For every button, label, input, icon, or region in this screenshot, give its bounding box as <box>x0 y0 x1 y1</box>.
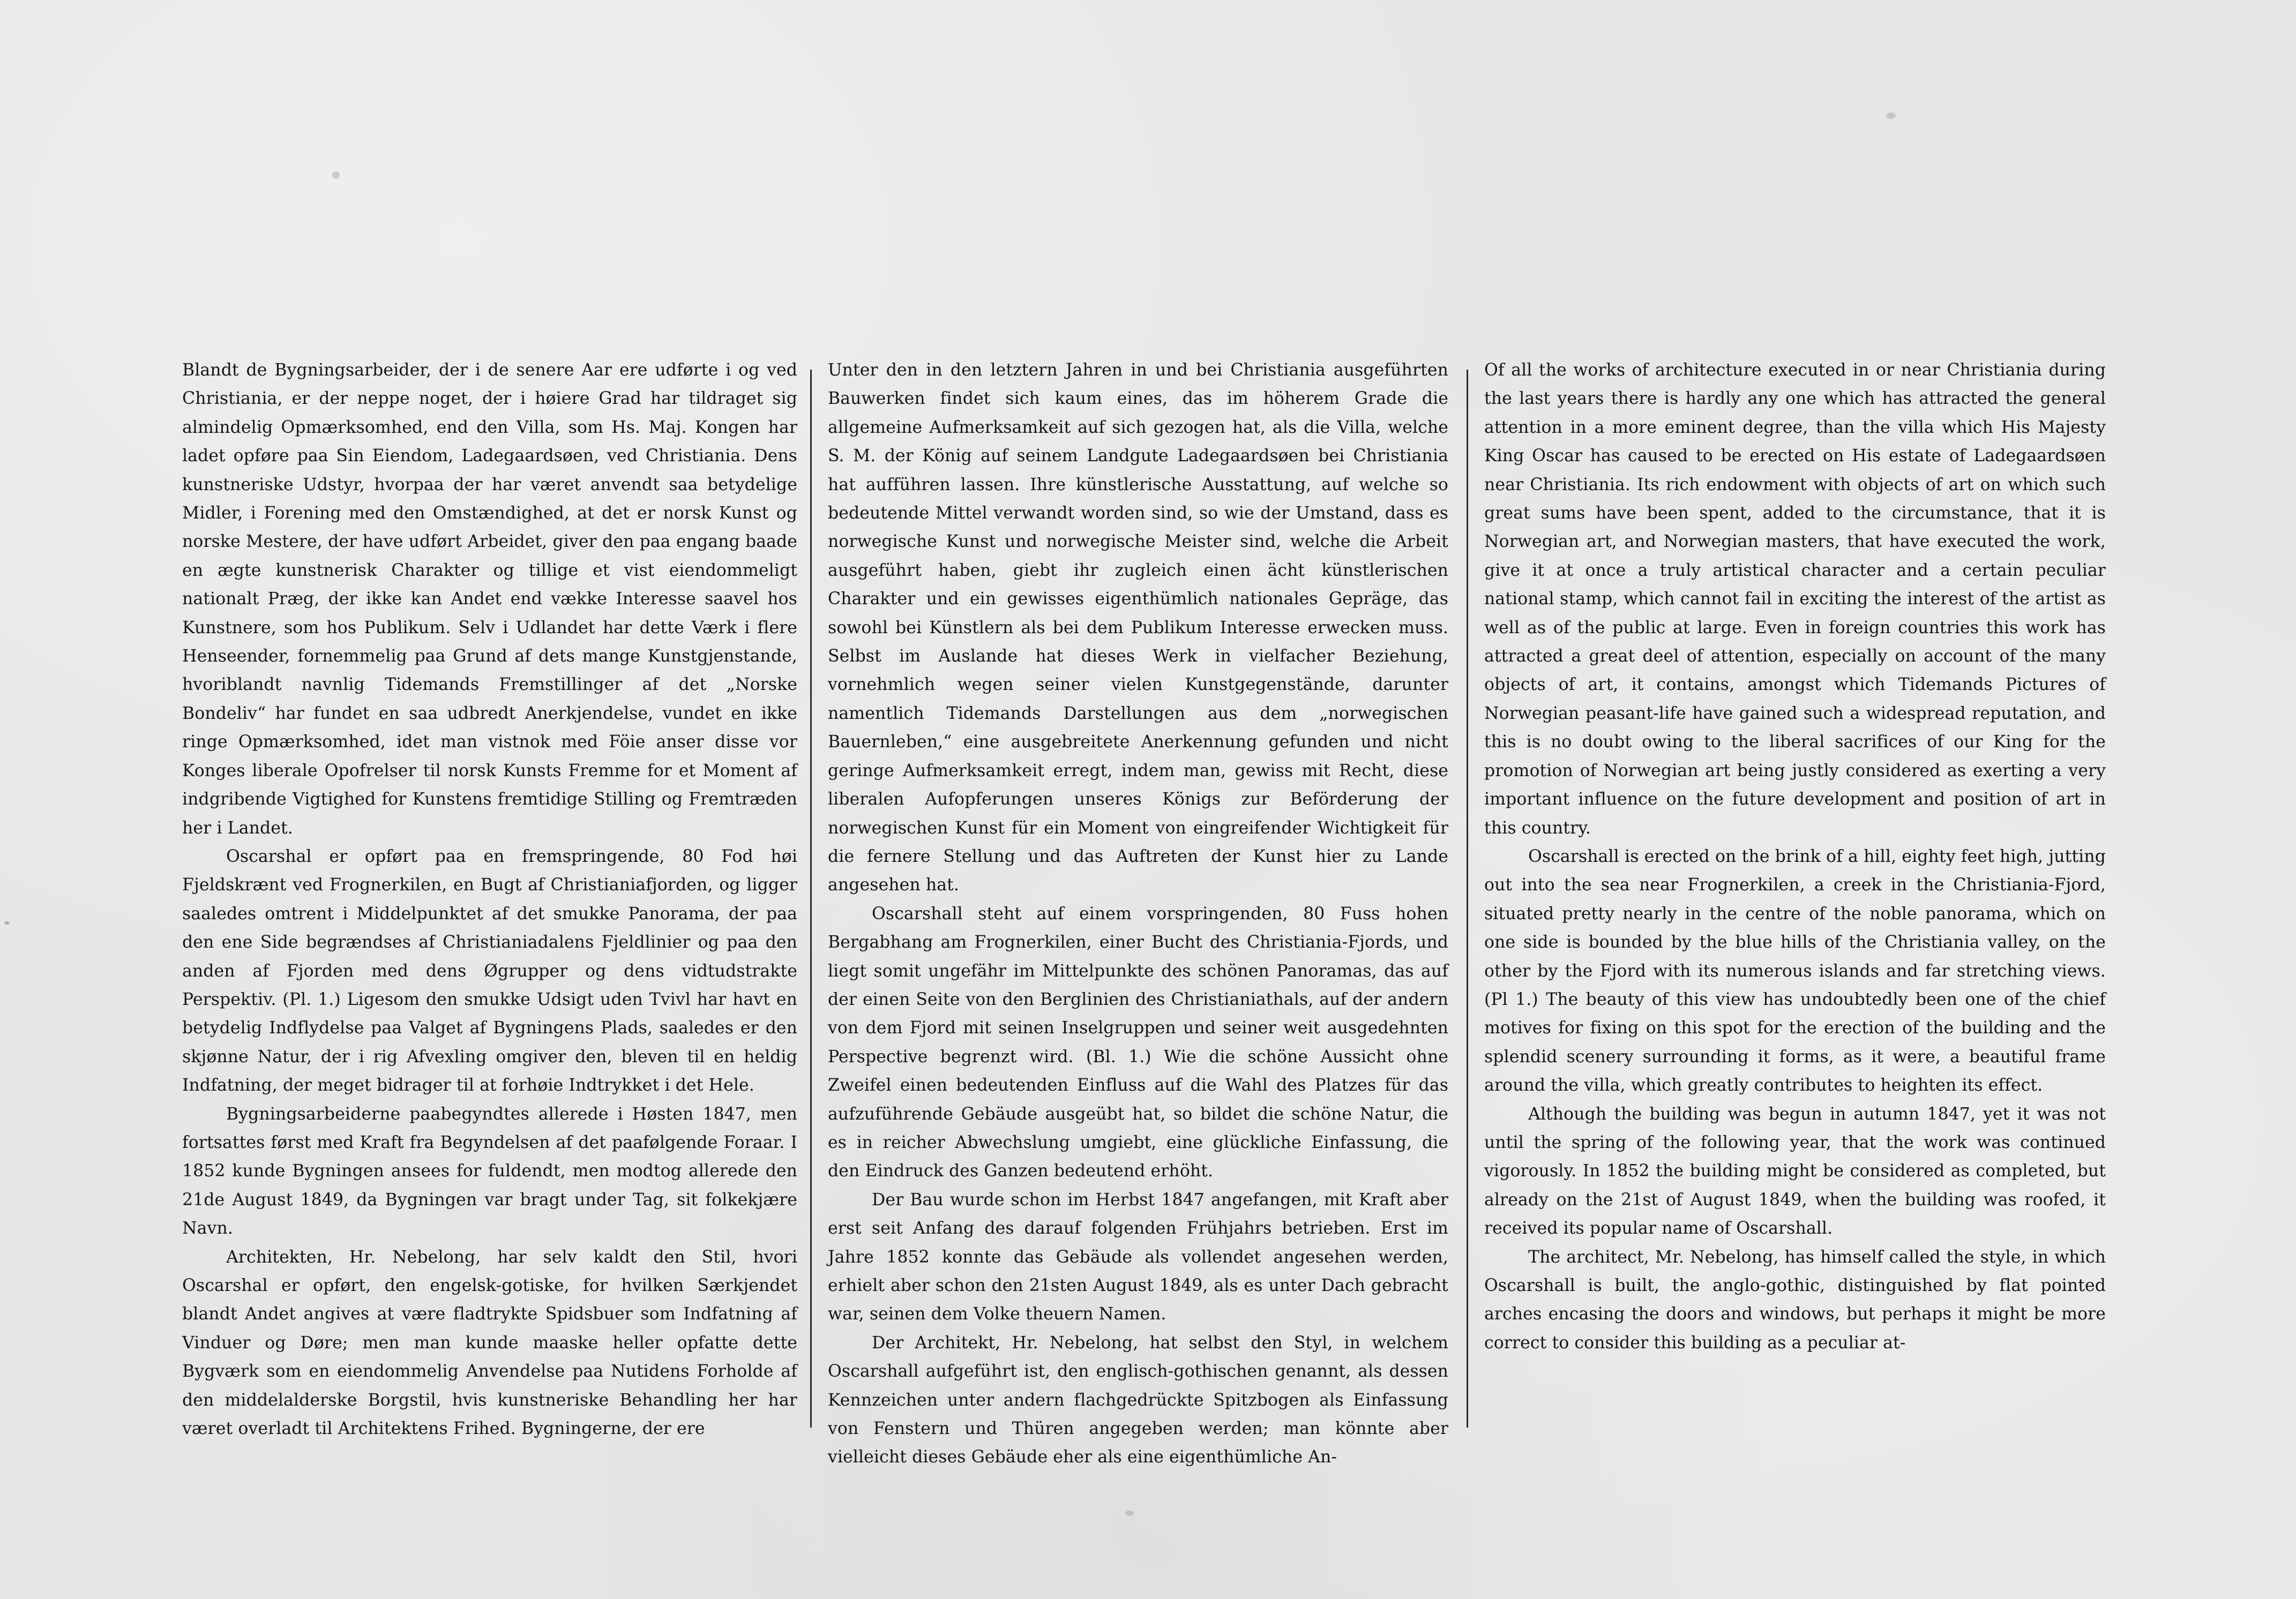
paper-speck <box>4 921 10 925</box>
paper-speck <box>332 171 340 179</box>
paragraph: The architect, Mr. Nebelong, has himself called the style, in which Oscarshall is built, the anglo-gothic, distinguished by flat pointed arches encasing the doors and windows, but perhaps it might be more correct to consider this building as a peculiar at- <box>1484 1247 2106 1353</box>
column-german <box>828 356 1448 1472</box>
paragraph: Blandt de Bygningsarbeider, der i de senere Aar ere udførte i og ved Christiania, er der neppe noget, der i høiere Grad har tildraget sig almindelig Opmærksomhed, end den Villa, som Hs. Maj. Kongen har ladet opføre paa Sin Eiendom, Ladegaardsøen, ved Christiania. Dens kunstneriske Udstyr, hvorpaa der har været anvendt saa betydelige Midler, i Forening med den Omstændighed, at det er norsk Kunst og norske Mestere, der have udført Arbeidet, giver den paa engang baade en ægte kunstnerisk Charakter og tillige et vist eiendommeligt nationalt Præg, der ikke kan Andet end vække Interesse saavel hos Kunstnere, som hos Publikum. Selv i Udlandet har dette Værk i flere Henseender, fornemmelig paa Grund af dets mange Kunstgjenstande, hvoriblandt navnlig Tidemands Fremstillinger af det „Norske Bondeliv“ har fundet en saa udbredt Anerkjendelse, vundet en ikke ringe Opmærksomhed, idet man vistnok med Föie anser disse vor Konges liberale Opofrelser til norsk Kunsts Fremme for et Moment af indgribende Vigtighed for Kunstens fremtidige Stilling og Fremtræden her i Landet. <box>182 361 797 838</box>
paragraph: Architekten, Hr. Nebelong, har selv kaldt den Stil, hvori Oscarshal er opført, den engelsk-gotiske, for hvilken Særkjendet blandt Andet angives at være fladtrykte Spidsbuer som Indfatning af Vinduer og Døre; men man kunde maaske heller opfatte dette Bygværk som en eiendommelig Anvendelse paa Nutidens Forholde af den middelalderske Borgstil, hvis kunstneriske Behandling her har været overladt til Architektens Frihed. Bygningerne, der ere <box>182 1247 797 1439</box>
paper-speck <box>1125 1511 1134 1516</box>
paragraph: Although the building was begun in autumn 1847, yet it was not until the spring of the following year, that the work was continued vigorously. In 1852 the building might be considered as completed, but already on the 21st of August 1849, when the building was roofed, it received its popular name of Oscarshall. <box>1484 1104 2106 1238</box>
paragraph: Der Architekt, Hr. Nebelong, hat selbst den Styl, in welchem Oscarshall aufgeführt ist, den englisch-gothischen genannt, als dessen Kennzeichen unter andern flachgedrückte Spitzbogen als Einfassung von Fenstern und Thüren angegeben werden; man könnte aber vielleicht dieses Gebäude eher als eine eigenthümliche An- <box>828 1333 1448 1467</box>
column-english <box>1484 356 2106 1357</box>
paragraph: Oscarshal er opført paa en fremspringende, 80 Fod høi Fjeldskrænt ved Frognerkilen, en Bugt af Christianiafjorden, og ligger saaledes omtrent i Middelpunktet af det smukke Panorama, der paa den ene Side begrændses af Christianiadalens Fjeldlinier og paa den anden af Fjorden med dens Øgrupper og dens vidtudstrakte Perspektiv. (Pl. 1.) Ligesom den smukke Udsigt uden Tvivl har havt en betydelig Indflydelse paa Valget af Bygningens Plads, saaledes er den skjønne Natur, der i rig Afvexling omgiver den, bleven til en heldig Indfatning, der meget bidrager til at forhøie Indtrykket i det Hele. <box>182 846 797 1095</box>
paragraph: Oscarshall steht auf einem vorspringenden, 80 Fuss hohen Bergabhang am Frognerkilen, einer Bucht des Christiania-Fjords, und liegt somit ungefähr im Mittelpunkte des schönen Panoramas, das auf der einen Seite von den Berglinien des Christianiathals, auf der andern von dem Fjord mit seinen Inselgruppen und seiner weit ausgedehnten Perspective begrenzt wird. (Bl. 1.) Wie die schöne Aussicht ohne Zweifel einen bedeutenden Einfluss auf die Wahl des Platzes für das aufzuführende Gebäude ausgeübt hat, so bildet die schöne Natur, die es in reicher Abwechslung umgiebt, eine glückliche Einfassung, die den Eindruck des Ganzen bedeutend erhöht. <box>828 904 1448 1181</box>
paragraph: Bygningsarbeiderne paabegyndtes allerede i Høsten 1847, men fortsattes først med Kraft fra Begyndelsen af det paafølgende Foraar. I 1852 kunde Bygningen ansees for fuldendt, men modtog allerede den 21de August 1849, da Bygningen var bragt under Tag, sit folkekjære Navn. <box>182 1104 797 1238</box>
paragraph: Der Bau wurde schon im Herbst 1847 angefangen, mit Kraft aber erst seit Anfang des darauf folgenden Frühjahrs betrieben. Erst im Jahre 1852 konnte das Gebäude als vollendet angesehen werden, erhielt aber schon den 21sten August 1849, als es unter Dach gebracht war, seinen dem Volke theuern Namen. <box>828 1190 1448 1324</box>
paragraph: Oscarshall is erected on the brink of a hill, eighty feet high, jutting out into the sea near Frognerkilen, a creek in the Christiania-Fjord, situated pretty nearly in the centre of the noble panorama, which on one side is bounded by the blue hills of the Christiania valley, on the other by the Fjord with its numerous islands and far stretching views. (Pl 1.) The beauty of this view has undoubtedly been one of the chief motives for fixing on this spot for the erection of the building and the splendid scenery surrounding it forms, as it were, a beautiful frame around the villa, which greatly contributes to heighten its effect. <box>1484 846 2106 1095</box>
paragraph: Unter den in den letztern Jahren in und bei Christiania ausgeführten Bauwerken findet sich kaum eines, das im höherem Grade die allgemeine Aufmerksamkeit auf sich gezogen hat, als die Villa, welche S. M. der König auf seinem Landgute Ladegaardsøen bei Christiania hat aufführen lassen. Ihre künstlerische Ausstattung, auf welche so bedeutende Mittel verwandt worden sind, so wie der Umstand, dass es norwegische Kunst und norwegische Meister sind, welche die Arbeit ausgeführt haben, giebt ihr zugleich einen ächt künstlerischen Charakter und ein gewisses eigenthümlich nationales Gepräge, das sowohl bei Künstlern als bei dem Publikum Interesse erwecken muss. Selbst im Auslande hat dieses Werk in vielfacher Beziehung, vornehmlich wegen seiner vielen Kunstgegenstände, darunter namentlich Tidemands Darstellungen aus dem „norwegischen Bauernleben,“ eine ausgebreitete Anerkennung gefunden und nicht geringe Aufmerksamkeit erregt, indem man, gewiss mit Recht, diese liberalen Aufopferungen unseres Königs zur Beförderung der norwegischen Kunst für ein Moment von eingreifender Wichtigkeit für die fernere Stellung und das Auftreten der Kunst hier zu Lande angesehen hat. <box>828 361 1448 895</box>
column-divider <box>810 370 812 1428</box>
paragraph: Of all the works of architecture executed in or near Christiania during the last years there is hardly any one which has attracted the general attention in a more eminent degree, than the villa which His Majesty King Oscar has caused to be erected on His estate of Ladegaardsøen near Christiania. Its rich endowment with objects of art on which such great sums have been spent, added to the circumstance, that it is Norwegian art, and Norwegian masters, that have executed the work, give it at once a truly artistical character and a certain peculiar national stamp, which cannot fail in exciting the interest of the artist as well as of the public at large. Even in foreign countries this work has attracted a great deel of attention, especially on account of the many objects of art, it contains, amongst which Tidemands Pictures of Norwegian peasant-life have gained such a widespread reputation, and this is no doubt owing to the liberal sacrifices of our King for the promotion of Norwegian art being justly considered as exerting a very important influence on the future development and position of art in this country. <box>1484 361 2106 838</box>
column-divider <box>1467 370 1468 1428</box>
column-danish <box>182 356 797 1443</box>
paper-speck <box>1886 112 1896 119</box>
